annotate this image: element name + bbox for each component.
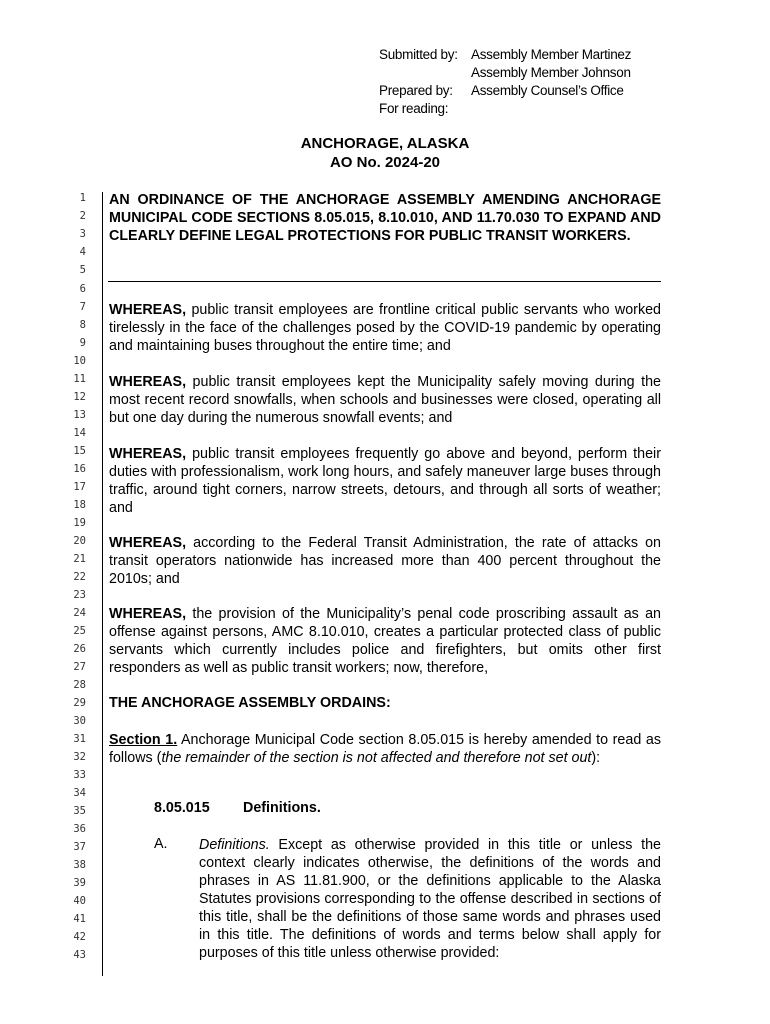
line-number: 13 [73, 409, 86, 421]
line-number: 31 [73, 733, 86, 745]
ordinance-title: AN ORDINANCE OF THE ANCHORAGE ASSEMBLY AMENDING ANCHORAGE MUNICIPAL CODE SECTIONS 8.05.015, 8.10.010, AND 11.70.030 TO EXPAND AND CLEARLY DEFINE LEGAL PROTECTIONS FOR PUBLIC TRANSIT WORKERS. [109, 192, 661, 244]
header-label [379, 64, 471, 82]
line-number: 3 [79, 228, 86, 240]
line-number: 40 [73, 895, 86, 907]
document-title: ANCHORAGE, ALASKA [300, 135, 470, 152]
header-value: Assembly Counsel’s Office [471, 83, 624, 98]
line-number: 12 [73, 391, 86, 403]
header-value: Assembly Member Johnson [471, 65, 631, 80]
line-number: 24 [73, 607, 86, 619]
whereas-lead: WHEREAS, [109, 446, 187, 462]
line-number: 10 [73, 355, 86, 367]
line-number: 25 [73, 625, 86, 637]
ordinance-title-block [109, 191, 661, 245]
code-section-number: 8.05.015 [154, 800, 210, 816]
whereas-lead: WHEREAS, [109, 374, 187, 390]
line-number: 22 [73, 571, 86, 583]
line-number: 42 [73, 931, 86, 943]
line-number: 20 [73, 535, 86, 547]
line-number: 11 [73, 373, 86, 385]
section-label: Section 1. [109, 732, 178, 748]
header-row [379, 82, 631, 100]
title-divider [108, 281, 661, 282]
line-number: 7 [79, 301, 86, 313]
line-number: 36 [73, 823, 86, 835]
section-text: Anchorage Municipal Code section 8.05.015 is hereby amended to read as follows ( [109, 732, 661, 766]
whereas-lead: WHEREAS, [109, 302, 187, 318]
line-number: 39 [73, 877, 86, 889]
header-row [379, 64, 631, 82]
section-italic-note: the remainder of the section is not affected and therefore not set out [161, 750, 592, 766]
subsection-text: Except as otherwise provided in this title or unless the context clearly indicates otherwise, the definitions of the words and phrases in AS 11.81.900, or the definitions applicable to the Alaska Statutes provisions corresponding to the offense described in sections of this title, shall be the definitions of those same words and phrases used in this title. The definitions of words and terms below shall apply for purposes of this title unless otherwise provided: [199, 837, 661, 961]
subsection-a [199, 836, 661, 962]
ordinance-number: AO No. 2024-20 [329, 154, 441, 171]
whereas-text: public transit employees are frontline critical public servants who worked tirelessly in the face of the challenges posed by the COVID-19 pandemic by operating and maintaining buses throughout the entire time; and [109, 302, 661, 354]
line-number: 23 [73, 589, 86, 601]
section-text-end: ): [591, 750, 601, 766]
line-number: 5 [79, 264, 86, 276]
line-number: 1 [79, 192, 86, 204]
header-label: Prepared by: [379, 83, 453, 98]
line-number: 2 [79, 210, 86, 222]
line-number: 17 [73, 481, 86, 493]
line-number: 15 [73, 445, 86, 457]
definitions-heading [154, 800, 321, 816]
whereas-text: according to the Federal Transit Administration, the rate of attacks on transit operators nationwide has increased more than 400 percent throughout the 2010s; and [109, 535, 661, 587]
whereas-clause [109, 301, 661, 355]
line-number: 14 [73, 427, 86, 439]
line-number-divider [102, 192, 103, 976]
line-number: 8 [79, 319, 86, 331]
whereas-clause [109, 605, 661, 677]
line-number: 9 [79, 337, 86, 349]
line-number: 33 [73, 769, 86, 781]
code-section-title: Definitions. [243, 800, 321, 816]
line-number: 43 [73, 949, 86, 961]
line-number: 30 [73, 715, 86, 727]
header-label: Submitted by: [379, 47, 458, 62]
line-number: 26 [73, 643, 86, 655]
line-number: 29 [73, 697, 86, 709]
line-number: 18 [73, 499, 86, 511]
submission-header [379, 46, 631, 118]
line-number: 19 [73, 517, 86, 529]
subsection-italic-title: Definitions. [199, 837, 270, 853]
whereas-lead: WHEREAS, [109, 606, 187, 622]
line-number: 4 [79, 246, 86, 258]
ordains-statement: THE ANCHORAGE ASSEMBLY ORDAINS: [109, 695, 391, 711]
line-number: 41 [73, 913, 86, 925]
whereas-clause [109, 373, 661, 427]
line-number: 34 [73, 787, 86, 799]
whereas-lead: WHEREAS, [109, 535, 187, 551]
header-row [379, 46, 631, 64]
line-number: 6 [79, 283, 86, 295]
whereas-text: the provision of the Municipality’s penal code proscribing assault as an offense against persons, AMC 8.10.010, creates a particular protected class of public servants which currently includes police and firefighters, but omits other first responders as well as public transit workers; now, therefore, [109, 606, 661, 676]
line-number: 28 [73, 679, 86, 691]
section-1 [109, 731, 661, 767]
whereas-text: public transit employees kept the Municipality safely moving during the most recent record snowfalls, when schools and businesses were closed, operating all but one day during the numerous snowfall events; and [109, 374, 661, 426]
whereas-clause [109, 534, 661, 588]
line-number: 38 [73, 859, 86, 871]
line-number: 21 [73, 553, 86, 565]
line-number: 27 [73, 661, 86, 673]
header-row [379, 100, 631, 118]
whereas-clause [109, 445, 661, 517]
line-number: 16 [73, 463, 86, 475]
line-number: 37 [73, 841, 86, 853]
line-number: 32 [73, 751, 86, 763]
header-value: Assembly Member Martinez [471, 47, 632, 62]
subsection-letter: A. [154, 836, 168, 852]
whereas-text: public transit employees frequently go above and beyond, perform their duties with professionalism, work long hours, and safely maneuver large buses through traffic, around tight corners, narrow streets, detours, and through all sorts of weather; and [109, 446, 661, 516]
line-number: 35 [73, 805, 86, 817]
header-label: For reading: [379, 101, 449, 116]
ordains-block [109, 694, 661, 712]
